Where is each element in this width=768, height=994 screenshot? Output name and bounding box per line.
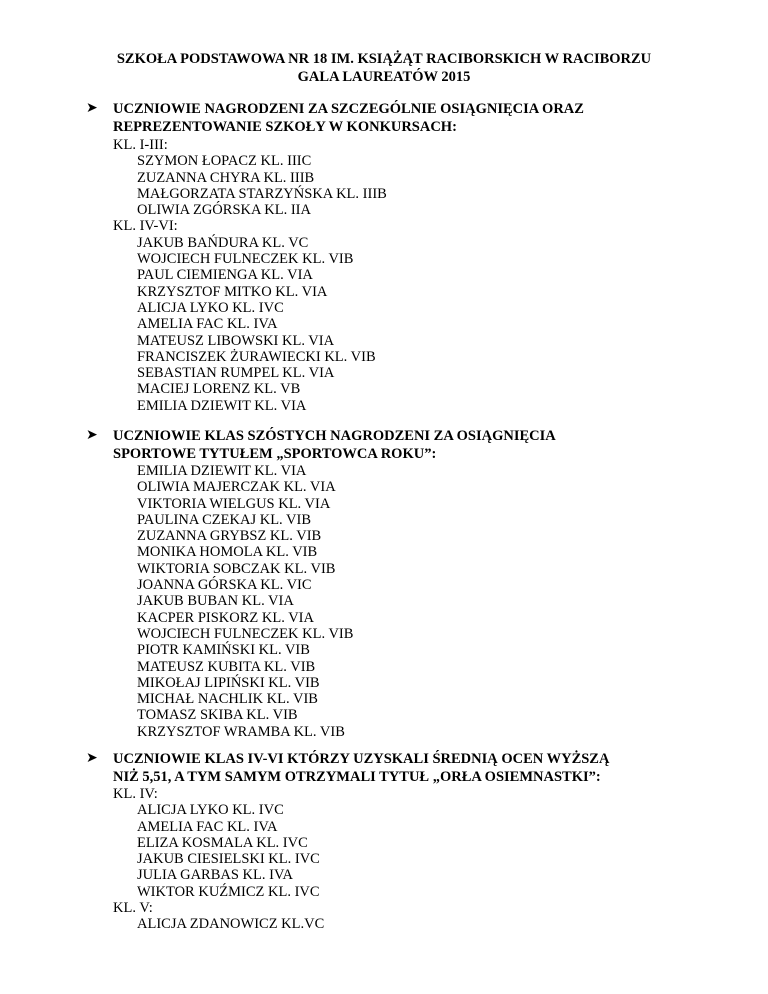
student-entry: AMELIA FAC KL. IVA (137, 316, 278, 333)
student-entry: OLIWIA MAJERCZAK KL. VIA (137, 479, 336, 496)
class-group-label: KL. IV-VI: (113, 218, 178, 235)
student-entry: JULIA GARBAS KL. IVA (137, 867, 294, 884)
student-entry: FRANCISZEK ŻURAWIECKI KL. VIB (137, 348, 376, 365)
student-entry: WIKTOR KUŹMICZ KL. IVC (137, 883, 320, 900)
student-entry: ALICJA ZDANOWICZ KL.VC (137, 916, 325, 933)
school-title: SZKOŁA PODSTAWOWA NR 18 IM. KSIĄŻĄT RACIBORSKICH W RACIBORZU (116, 51, 652, 67)
student-entry: KRZYSZTOF MITKO KL. VIA (137, 283, 328, 300)
student-entry: EMILIA DZIEWIT KL. VIA (137, 463, 307, 479)
section-heading-continued: NIŻ 5,51, A TYM SAMYM OTRZYMALI TYTUŁ „ORŁA OSIEMNASTKI”: (113, 769, 601, 785)
student-entry: MATEUSZ LIBOWSKI KL. VIA (137, 332, 335, 349)
student-entry: KRZYSZTOF WRAMBA KL. VIB (137, 723, 345, 740)
student-entry: ALICJA LYKO KL. IVC (137, 802, 284, 819)
student-entry: MICHAŁ NACHLIK KL. VIB (137, 691, 318, 708)
student-entry: ELIZA KOSMALA KL. IVC (137, 834, 308, 851)
student-entry: MATEUSZ KUBITA KL. VIB (137, 658, 316, 675)
class-group-label: KL. I-III: (113, 137, 168, 153)
student-entry: JAKUB CIESIELSKI KL. IVC (137, 851, 320, 868)
student-entry: WOJCIECH FULNECZEK KL. VIB (137, 251, 354, 268)
student-entry: PIOTR KAMIŃSKI KL. VIB (137, 642, 310, 659)
student-entry: JAKUB BUBAN KL. VIA (137, 593, 294, 610)
student-entry: TOMASZ SKIBA KL. VIB (137, 707, 298, 724)
section-heading: UCZNIOWIE NAGRODZENI ZA SZCZEGÓLNIE OSIĄGNIĘCIA ORAZ (113, 101, 584, 117)
student-entry: MIKOŁAJ LIPIŃSKI KL. VIB (137, 674, 320, 691)
student-entry: OLIWIA ZGÓRSKA KL. IIA (137, 202, 311, 219)
awardee-list (0, 463, 768, 740)
student-entry: AMELIA FAC KL. IVA (137, 818, 278, 835)
student-entry: ZUZANNA GRYBSZ KL. VIB (137, 528, 322, 545)
student-entry: MAŁGORZATA STARZYŃSKA KL. IIIB (137, 185, 387, 202)
student-entry: JAKUB BAŃDURA KL. VC (137, 234, 309, 251)
arrowhead-bullet-icon: ➤ (86, 751, 98, 766)
class-group-label: KL. IV: (113, 786, 158, 802)
student-entry: VIKTORIA WIELGUS KL. VIA (137, 495, 331, 512)
student-entry: PAUL CIEMIENGA KL. VIA (137, 267, 313, 284)
arrowhead-bullet-icon: ➤ (86, 101, 98, 116)
event-title: GALA LAUREATÓW 2015 (297, 69, 471, 85)
student-entry: MONIKA HOMOLA KL. VIB (137, 544, 318, 561)
section-heading: UCZNIOWIE KLAS SZÓSTYCH NAGRODZENI ZA OSIĄGNIĘCIA (113, 428, 556, 444)
section-heading-continued: SPORTOWE TYTUŁEM „SPORTOWCA ROKU”: (113, 446, 437, 462)
student-entry: KACPER PISKORZ KL. VIA (137, 609, 314, 626)
student-entry: PAULINA CZEKAJ KL. VIB (137, 511, 312, 528)
student-entry: ZUZANNA CHYRA KL. IIIB (137, 169, 315, 186)
student-entry: WIKTORIA SOBCZAK KL. VIB (137, 560, 336, 577)
awardee-list (0, 137, 768, 414)
student-entry: JOANNA GÓRSKA KL. VIC (137, 577, 312, 594)
student-entry: EMILIA DZIEWIT KL. VIA (137, 397, 307, 414)
arrowhead-bullet-icon: ➤ (86, 428, 98, 443)
student-entry: ALICJA LYKO KL. IVC (137, 299, 284, 316)
student-entry: MACIEJ LORENZ KL. VB (137, 381, 301, 398)
section-heading: UCZNIOWIE KLAS IV-VI KTÓRZY UZYSKALI ŚREDNIĄ OCEN WYŻSZĄ (113, 751, 610, 767)
student-entry: SZYMON ŁOPACZ KL. IIIC (137, 153, 312, 170)
class-group-label: KL. V: (113, 900, 153, 917)
student-entry: WOJCIECH FULNECZEK KL. VIB (137, 625, 354, 642)
section-heading-continued: REPREZENTOWANIE SZKOŁY W KONKURSACH: (113, 119, 457, 135)
student-entry: SEBASTIAN RUMPEL KL. VIA (137, 365, 335, 382)
awardee-list (0, 786, 768, 933)
